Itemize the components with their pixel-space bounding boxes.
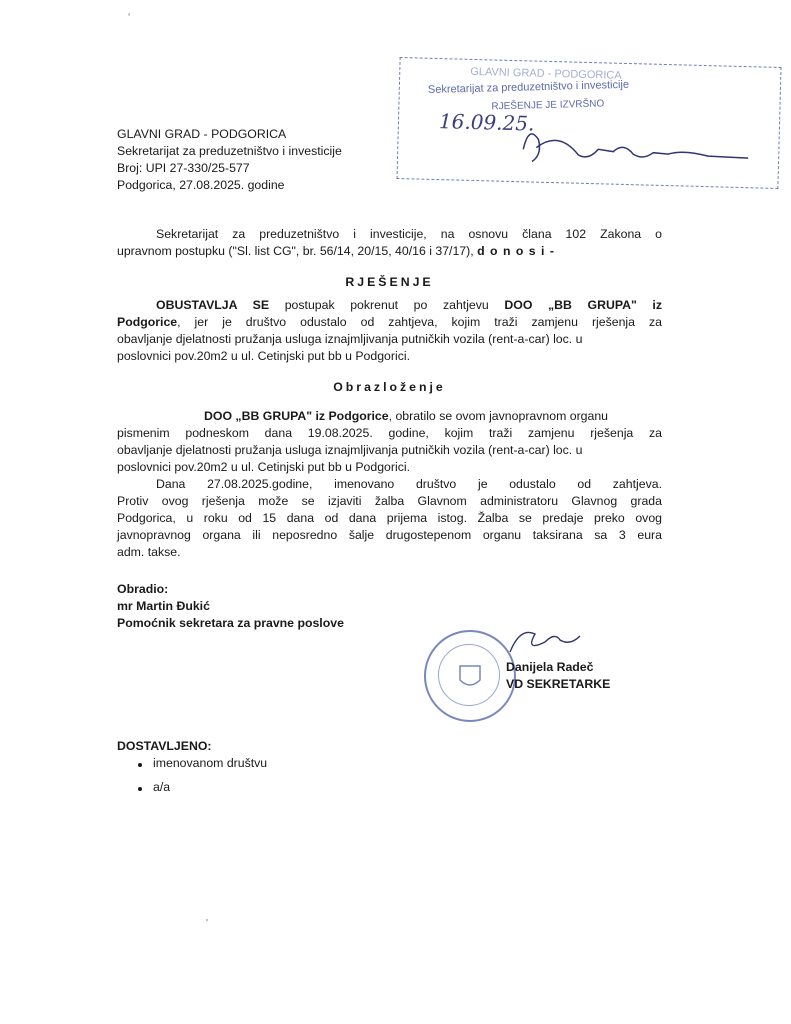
reasoning-line-6: Protiv ovog rješenja može se izjaviti žalba Glavnom administratoru Glavnog grada — [117, 494, 662, 508]
intro-line-2 — [117, 244, 555, 259]
reasoning-line-8: javnopravnog organa ili neposredno šalje drugostepenom organu taksirana sa 3 eura — [117, 528, 662, 542]
header-city: GLAVNI GRAD - PODGORICA — [117, 127, 287, 141]
received-stamp — [396, 57, 781, 189]
intro-line-1: Sekretarijat za preduzetništvo i investicije, na osnovu člana 102 Zakona o — [156, 227, 662, 241]
reasoning-line-1 — [204, 409, 608, 424]
decision-text-1: postupak pokrenut po zahtjevu — [284, 298, 489, 312]
delivered-title: DOSTAVLJENO: — [117, 739, 212, 753]
stamp-signature — [518, 119, 759, 185]
signatory-name: Danijela Radeč — [506, 660, 594, 674]
stamp-date: 16.09.25. — [438, 109, 535, 136]
reasoning-line-2: pismenim podneskom dana 19.08.2025. godine, kojim traži zamjenu rješenja za — [117, 426, 662, 440]
stamp-line-3: RJEŠENJE JE IZVRŠNO — [491, 98, 605, 113]
processed-by-label: Obradio: — [117, 582, 169, 596]
reasoning-line-7: Podgorica, u roku od 15 dana od dana prijema istog. Žalba se predaje preko ovog — [117, 511, 662, 525]
reasoning-line-9: adm. takse. — [117, 545, 181, 559]
reasoning-line-4: poslovnici pov.20m2 u ul. Cetinjski put bb u Podgorici. — [117, 460, 411, 474]
reasoning-text-1: , obratilo se ovom javnopravnom organu — [388, 409, 609, 423]
reasoning-title: Obrazloženje — [333, 380, 446, 394]
decision-bold-1: OBUSTAVLJA SE — [156, 298, 270, 312]
processed-by-title: Pomoćnik sekretara za pravne poslove — [117, 616, 344, 630]
reasoning-line-3: obavljanje djelatnosti pružanja usluga iznajmljivanja putničkih vozila (rent-a-car) loc. u — [117, 443, 583, 457]
header-place-date: Podgorica, 27.08.2025. godine — [117, 178, 285, 192]
decision-line-2 — [117, 315, 662, 330]
scan-mark: ‘ — [128, 12, 131, 23]
stamp-line-1: GLAVNI GRAD - PODGORICA — [470, 65, 622, 82]
header-number: Broj: UPI 27-330/25-577 — [117, 161, 250, 175]
decision-line-3: obavljanje djelatnosti pružanja usluga iznajmljivanja putničkih vozila (rent-a-car) loc. u — [117, 332, 583, 346]
reasoning-bold-company: DOO „BB GRUPA" iz Podgorice — [204, 409, 389, 423]
intro-law-reference: upravnom postupku ("Sl. list CG", br. 56/14, 20/15, 40/16 i 37/17), — [117, 244, 474, 258]
bullet-icon — [138, 763, 142, 767]
delivered-item-1: imenovanom društvu — [153, 756, 268, 770]
intro-donosi: d o n o s i - — [477, 244, 555, 258]
decision-line-4: poslovnici pov.20m2 u ul. Cetinjski put bb u Podgorici. — [117, 349, 411, 363]
decision-text-2: , jer je društvo odustalo od zahtjeva, kojim traži zamjenu rješenja za — [177, 315, 662, 329]
signatory-title: VD SEKRETARKE — [506, 677, 611, 691]
seal-emblem-icon — [456, 662, 484, 690]
header-department: Sekretarijat za preduzetništvo i investicije — [117, 144, 342, 158]
processed-by-name: mr Martin Đukić — [117, 599, 210, 613]
scan-mark-bottom: ' — [206, 918, 208, 929]
delivered-item-2: a/a — [153, 780, 171, 794]
decision-line-1 — [156, 298, 662, 313]
bullet-icon — [138, 787, 142, 791]
decision-bold-2: DOO „BB GRUPA" iz — [504, 298, 663, 312]
stamp-line-2: Sekretarijat za preduzetništvo i investicije — [427, 78, 630, 97]
reasoning-line-5: Dana 27.08.2025.godine, imenovano društvo je odustalo od zahtjeva. — [156, 477, 662, 491]
decision-bold-3: Podgorice — [117, 315, 178, 329]
decision-title: RJEŠENJE — [345, 275, 434, 289]
